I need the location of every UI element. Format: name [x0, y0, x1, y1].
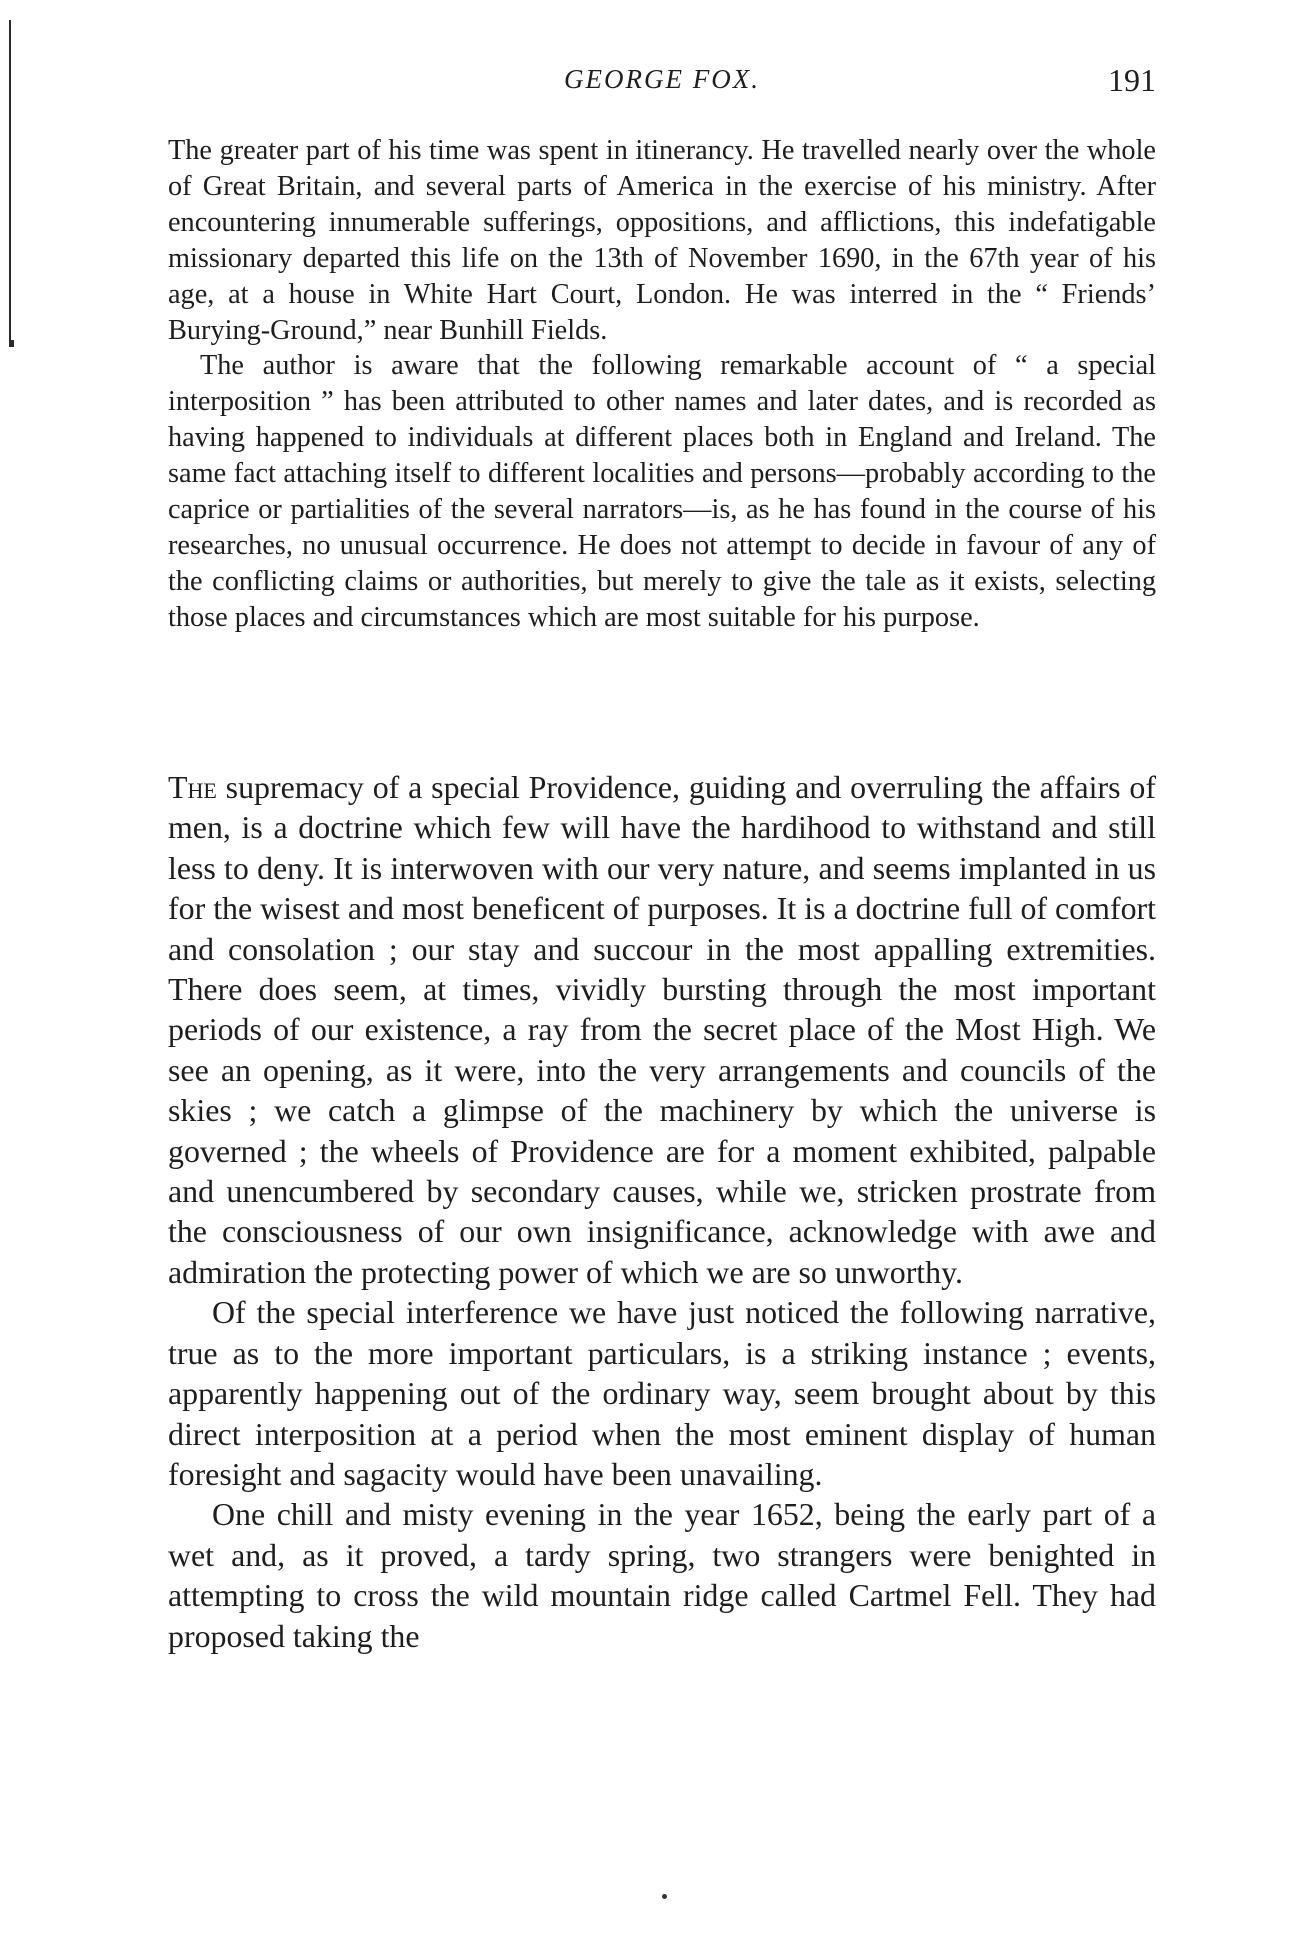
page-number: 191: [1108, 62, 1156, 98]
main-paragraph-3: One chill and misty evening in the year 1652, being the early part of a wet and, as it proved, a tardy spring, two strangers were benighted in attempting to cross the wild mountain ridge called Cartmel Fell. They had proposed taking the: [168, 1497, 1156, 1654]
introductory-note: [168, 133, 1156, 636]
binding-margin-rule-foot: [9, 340, 14, 347]
intro-paragraph: The greater part of his time was spent in itinerancy. He travelled nearly over the whole of Great Britain, and several parts of America in the exercise of his ministry. After encountering innumerable sufferings, oppositions, and afflictions, this indefatigable missionary departed this life on the 13th of November 1690, in the 67th year of his age, at a house in White Hart Court, London. He was interred in the “ Friends’ Burying-Ground,” near Bunhill Fields.: [168, 135, 1156, 346]
intro-paragraph: The author is aware that the following remarkable account of “ a special interposition ” has been attributed to other names and later dates, and is recorded as having happened to individuals at different places both in England and Ireland. The same fact attaching itself to different localities and persons—probably according to the caprice or partialities of the several narrators—is, as he has found in the course of his researches, no unusual occurrence. He does not attempt to decide in favour of any of the conflicting claims or authorities, but merely to give the tale as it exists, selecting those places and circumstances which are most suitable for his purpose.: [168, 350, 1156, 633]
running-title: GEORGE FOX.: [564, 64, 760, 94]
binding-margin-rule: [9, 20, 11, 345]
main-paragraph-2: Of the special interference we have just noticed the following narrative, true as to the more important particulars, is a striking instance ; events, apparently happening out of the ordinary way, seem brought about by this direct interposition at a period when the most eminent display of human foresight and sagacity would have been unavailing.: [168, 1295, 1156, 1492]
page-header: [168, 64, 1156, 104]
opening-word: The: [168, 770, 217, 805]
main-paragraph-1-body: supremacy of a special Providence, guiding and overruling the affairs of men, is a doctrine which few will have the hardihood to withstand and still less to deny. It is interwoven with our very nature, and seems implanted in us for the wisest and most beneficent of purposes. It is a doctrine full of comfort and consolation ; our stay and succour in the most appalling extremities. There does seem, at times, vividly bursting through the most important periods of our existence, a ray from the secret place of the Most High. We see an opening, as it were, into the very arrangements and councils of the skies ; we catch a glimpse of the machinery by which the universe is governed ; the wheels of Providence are for a moment exhibited, palpable and unencumbered by secondary causes, while we, stricken prostrate from the consciousness of our own insignificance, acknowledge with awe and admiration the protecting power of which we are so unworthy.: [168, 770, 1156, 1290]
main-text: [168, 768, 1156, 1657]
main-paragraph-1: [168, 768, 1156, 1293]
printer-mark: [662, 1894, 667, 1899]
